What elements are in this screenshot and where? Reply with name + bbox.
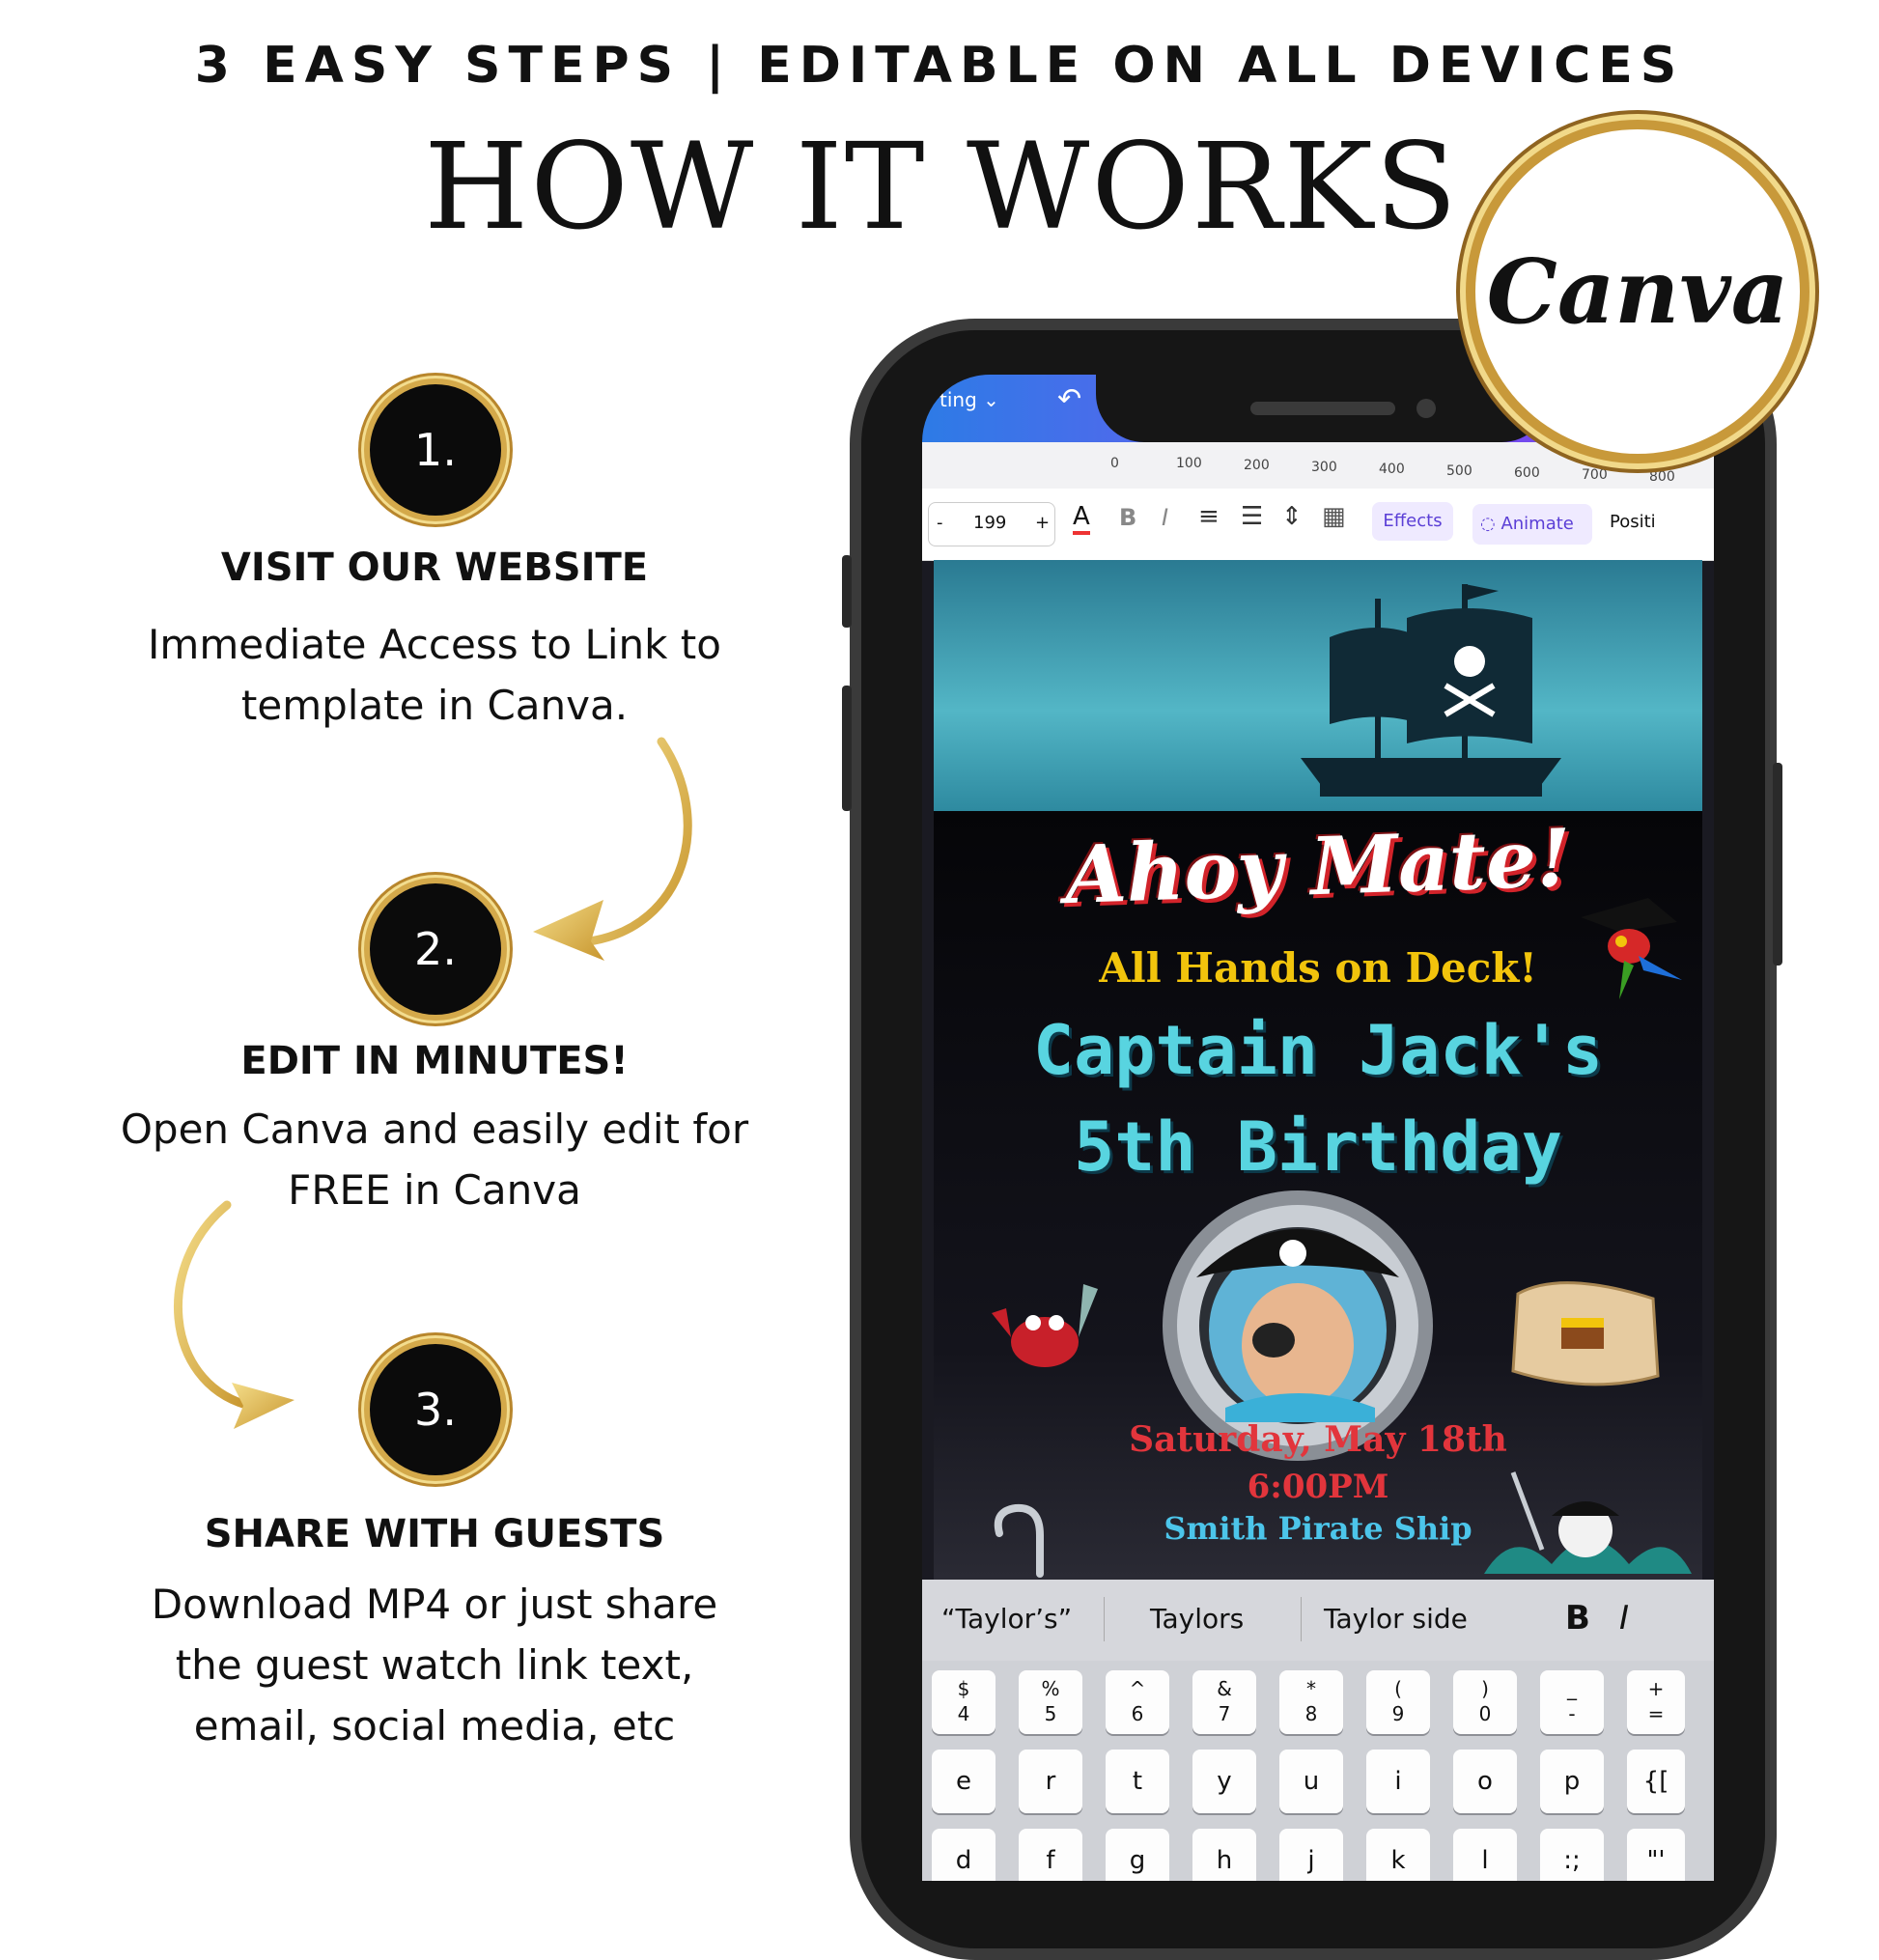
keyboard-key[interactable]: t (1106, 1750, 1169, 1813)
text-toolbar (922, 489, 1714, 561)
font-size-stepper[interactable] (928, 502, 1055, 546)
phone-screen (922, 375, 1714, 1881)
key-shift-symbol: ( (1394, 1677, 1402, 1700)
keyboard-key[interactable] (1366, 1670, 1430, 1734)
transparency-icon[interactable]: ▦ (1322, 502, 1346, 531)
invite-name-line: Captain Jack's (1032, 1011, 1603, 1090)
keyboard-key[interactable]: "' (1627, 1829, 1685, 1881)
keyboard-key[interactable]: h (1192, 1829, 1256, 1881)
editing-menu[interactable]: ting ⌄ (940, 388, 999, 411)
divider (1104, 1597, 1105, 1641)
canva-logo-badge (1475, 129, 1800, 454)
key-symbol: = (1647, 1702, 1665, 1725)
keyboard-row (922, 1829, 1714, 1881)
pirate-ship-icon (1252, 579, 1571, 811)
invite-name[interactable] (934, 1002, 1702, 1195)
page-title: HOW IT WORKS (424, 118, 1459, 257)
invite-subhead[interactable]: All Hands on Deck! (1099, 944, 1537, 992)
position-button[interactable]: Positi (1610, 512, 1656, 532)
ruler-tick: 0 (1110, 456, 1119, 471)
curved-arrow-icon (521, 734, 715, 966)
keyboard-key[interactable]: e (932, 1750, 996, 1813)
list-icon[interactable]: ☰ (1241, 502, 1264, 531)
key-symbol: 4 (957, 1702, 970, 1725)
key-symbol: 6 (1131, 1702, 1144, 1725)
keyboard-key[interactable]: k (1366, 1829, 1430, 1881)
desc-line: the guest watch link text, (175, 1641, 694, 1689)
on-screen-keyboard (922, 1661, 1714, 1881)
align-center-icon[interactable]: ≡ (1198, 502, 1220, 531)
phone-notch (1096, 375, 1550, 442)
step-1-title: VISIT OUR WEBSITE (220, 546, 649, 590)
ruler-tick: 100 (1176, 456, 1202, 471)
ruler-tick: 500 (1446, 463, 1472, 479)
ruler-tick: 700 (1582, 467, 1608, 483)
keyboard-key[interactable]: y (1192, 1750, 1256, 1813)
ruler-tick: 200 (1244, 458, 1270, 473)
suggestion-item[interactable]: Taylors (1150, 1603, 1245, 1635)
front-camera (1416, 399, 1436, 418)
ruler-tick: 400 (1379, 462, 1405, 477)
step-number-text: 2. (414, 923, 457, 975)
invite-location[interactable]: Smith Pirate Ship (1164, 1510, 1472, 1547)
editing-menu-label: ting (940, 388, 977, 411)
animate-label: Animate (1500, 514, 1574, 534)
italic-icon[interactable]: I (1162, 504, 1169, 531)
desc-line: FREE in Canva (288, 1166, 581, 1214)
keyboard-key[interactable] (1106, 1670, 1169, 1734)
key-shift-symbol: ^ (1129, 1677, 1146, 1700)
step-number-text: 3. (414, 1384, 457, 1436)
crab-icon (987, 1270, 1103, 1386)
tagline: 3 EASY STEPS | EDITABLE ON ALL DEVICES (194, 37, 1685, 95)
step-number-text: 1. (414, 424, 457, 476)
invite-name-line: 5th Birthday (1074, 1107, 1562, 1187)
pirate-octopus-icon (1474, 1458, 1697, 1580)
keyboard-key[interactable] (932, 1670, 996, 1734)
design-canvas[interactable] (934, 560, 1702, 1580)
key-shift-symbol: $ (957, 1677, 970, 1700)
keyboard-key[interactable]: l (1453, 1829, 1517, 1881)
divider (1301, 1597, 1302, 1641)
step-3-title: SHARE WITH GUESTS (204, 1512, 665, 1556)
step-2-title: EDIT IN MINUTES! (240, 1039, 629, 1083)
keyboard-key[interactable]: r (1019, 1750, 1082, 1813)
key-shift-symbol: ) (1481, 1677, 1489, 1700)
step-2-number (370, 883, 501, 1015)
invite-date[interactable]: Saturday, May 18th (1129, 1419, 1507, 1460)
parrot-icon (1561, 888, 1697, 1004)
step-3-description (68, 1574, 801, 1756)
animate-button[interactable] (1472, 504, 1592, 545)
phone-side-button (842, 555, 852, 628)
invite-time[interactable]: 6:00PM (1247, 1468, 1389, 1506)
key-shift-symbol: & (1217, 1677, 1232, 1700)
keyboard-key[interactable]: o (1453, 1750, 1517, 1813)
suggestion-item[interactable]: “Taylor’s” (941, 1603, 1073, 1635)
effects-button[interactable]: Effects (1372, 502, 1453, 541)
keyboard-row (922, 1750, 1714, 1817)
spacing-icon[interactable]: ⇕ (1281, 502, 1303, 531)
key-shift-symbol: * (1306, 1677, 1316, 1700)
decrease-button[interactable]: - (937, 513, 943, 533)
canva-logo-text: Canva (1486, 239, 1789, 344)
phone-side-button (1773, 763, 1782, 966)
keyboard-key[interactable] (1192, 1670, 1256, 1734)
keyboard-key[interactable]: j (1279, 1829, 1343, 1881)
ruler-tick: 600 (1514, 465, 1540, 481)
keyboard-key[interactable] (1453, 1670, 1517, 1734)
text-color-icon[interactable]: A (1073, 502, 1090, 535)
keyboard-key[interactable]: f (1019, 1829, 1082, 1881)
keyboard-row (922, 1670, 1714, 1738)
key-shift-symbol: + (1647, 1677, 1665, 1700)
desc-line: template in Canva. (240, 682, 629, 729)
ruler-tick: 300 (1311, 460, 1337, 475)
step-1-number (370, 384, 501, 516)
keyboard-key[interactable]: :; (1540, 1829, 1604, 1881)
bold-button[interactable]: B (1565, 1599, 1590, 1638)
font-size-value[interactable]: 199 (973, 513, 1007, 533)
keyboard-key[interactable]: i (1366, 1750, 1430, 1813)
curved-arrow-icon (154, 1197, 309, 1439)
bold-icon[interactable]: B (1119, 504, 1137, 531)
key-symbol: 9 (1391, 1702, 1405, 1725)
key-symbol: - (1568, 1702, 1576, 1725)
keyboard-key[interactable]: {[ (1627, 1750, 1685, 1813)
key-symbol: 5 (1044, 1702, 1057, 1725)
ruler-tick: 800 (1649, 469, 1675, 485)
key-symbol: 0 (1478, 1702, 1492, 1725)
key-shift-symbol: _ (1567, 1677, 1577, 1700)
step-1-description (68, 614, 801, 736)
suggestion-item[interactable]: Taylor side (1324, 1603, 1468, 1635)
keyboard-key[interactable] (1279, 1670, 1343, 1734)
key-shift-symbol: % (1041, 1677, 1060, 1700)
keyboard-key[interactable] (1627, 1670, 1685, 1734)
increase-button[interactable]: + (1035, 513, 1051, 533)
hook-icon (972, 1497, 1079, 1580)
keyboard-key[interactable]: u (1279, 1750, 1343, 1813)
invite-headline[interactable]: Ahoy Mate! (1063, 811, 1573, 923)
key-symbol: 8 (1304, 1702, 1318, 1725)
keyboard-key[interactable]: d (932, 1829, 996, 1881)
desc-line: Open Canva and easily edit for (120, 1106, 749, 1153)
keyboard-key[interactable]: p (1540, 1750, 1604, 1813)
desc-line: email, social media, etc (193, 1702, 676, 1750)
desc-line: Download MP4 or just share (151, 1581, 718, 1628)
speaker-grille (1250, 402, 1395, 415)
keyboard-key[interactable] (1019, 1670, 1082, 1734)
italic-button[interactable]: I (1619, 1599, 1630, 1638)
phone-side-button (842, 686, 852, 811)
keyboard-key[interactable]: g (1106, 1829, 1169, 1881)
ruler (922, 442, 1714, 490)
keyboard-suggestion-bar (922, 1580, 1714, 1661)
keyboard-key[interactable] (1540, 1670, 1604, 1734)
treasure-map-icon (1503, 1265, 1668, 1400)
step-3-number (370, 1344, 501, 1475)
animate-icon: ◌ (1480, 514, 1496, 534)
key-symbol: 7 (1218, 1702, 1231, 1725)
desc-line: Immediate Access to Link to (148, 621, 721, 668)
undo-icon[interactable]: ↶ (1057, 382, 1082, 416)
